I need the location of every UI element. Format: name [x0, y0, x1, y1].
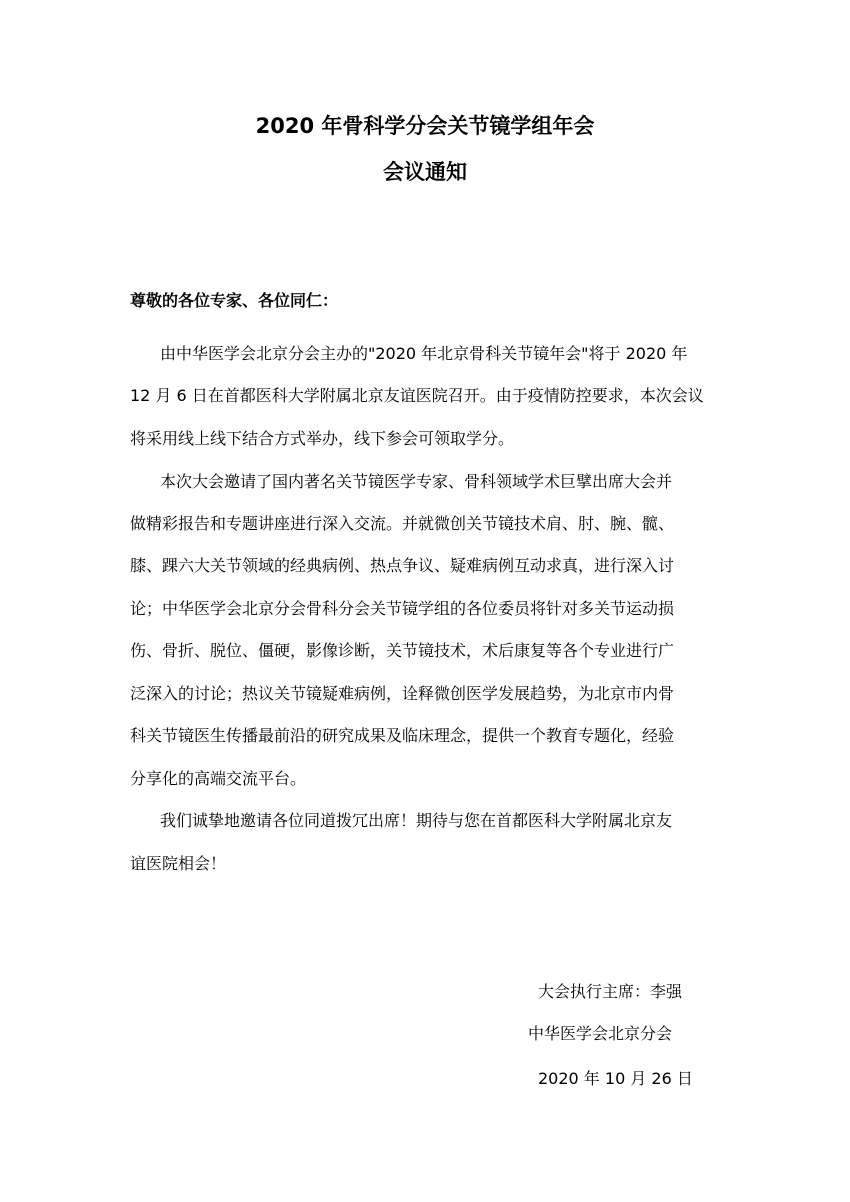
document-subtitle: 会议通知 — [383, 160, 467, 184]
paragraph-3-line-1: 我们诚挚地邀请各位同道拨冗出席！期待与您在首都医科大学附属北京友 — [160, 811, 673, 830]
document-title: 2020 年骨科学分会关节镜学组年会 — [255, 114, 595, 138]
paragraph-2-line-1: 本次大会邀请了国内著名关节镜医学专家、骨科领域学术巨擘出席大会并 — [160, 472, 673, 491]
paragraph-1-line-3: 将采用线上线下结合方式举办，线下参会可领取学分。 — [130, 429, 515, 448]
paragraph-1-line-1: 由中华医学会北京分会主办的"2020 年北京骨科关节镜年会"将于 2020 年 — [160, 344, 688, 363]
signature-chair: 大会执行主席：李强 — [538, 982, 683, 1001]
paragraph-2-line-8: 分享化的高端交流平台。 — [130, 769, 307, 788]
salutation: 尊敬的各位专家、各位同仁： — [130, 291, 339, 310]
paragraph-2-line-2: 做精彩报告和专题讲座进行深入交流。并就微创关节镜技术肩、肘、腕、髋、 — [130, 514, 675, 533]
paragraph-2-line-4: 论；中华医学会北京分会骨科分会关节镜学组的各位委员将针对多关节运动损 — [130, 599, 675, 618]
paragraph-2-line-3: 膝、踝六大关节领域的经典病例、热点争议、疑难病例互动求真，进行深入讨 — [130, 556, 675, 575]
paragraph-2-line-5: 伤、骨折、脱位、僵硬，影像诊断，关节镜技术，术后康复等各个专业进行广 — [130, 641, 675, 660]
paragraph-2-line-6: 泛深入的讨论；热议关节镜疑难病例，诠释微创医学发展趋势，为北京市内骨 — [130, 684, 675, 703]
paragraph-3-line-2: 谊医院相会！ — [130, 854, 227, 873]
signature-organization: 中华医学会北京分会 — [528, 1024, 673, 1043]
paragraph-1-line-2: 12 月 6 日在首都医科大学附属北京友谊医院召开。由于疫情防控要求，本次会议 — [130, 386, 704, 405]
paragraph-2-line-7: 科关节镜医生传播最前沿的研究成果及临床理念，提供一个教育专题化，经验 — [130, 726, 675, 745]
signature-date: 2020 年 10 月 26 日 — [538, 1069, 693, 1088]
